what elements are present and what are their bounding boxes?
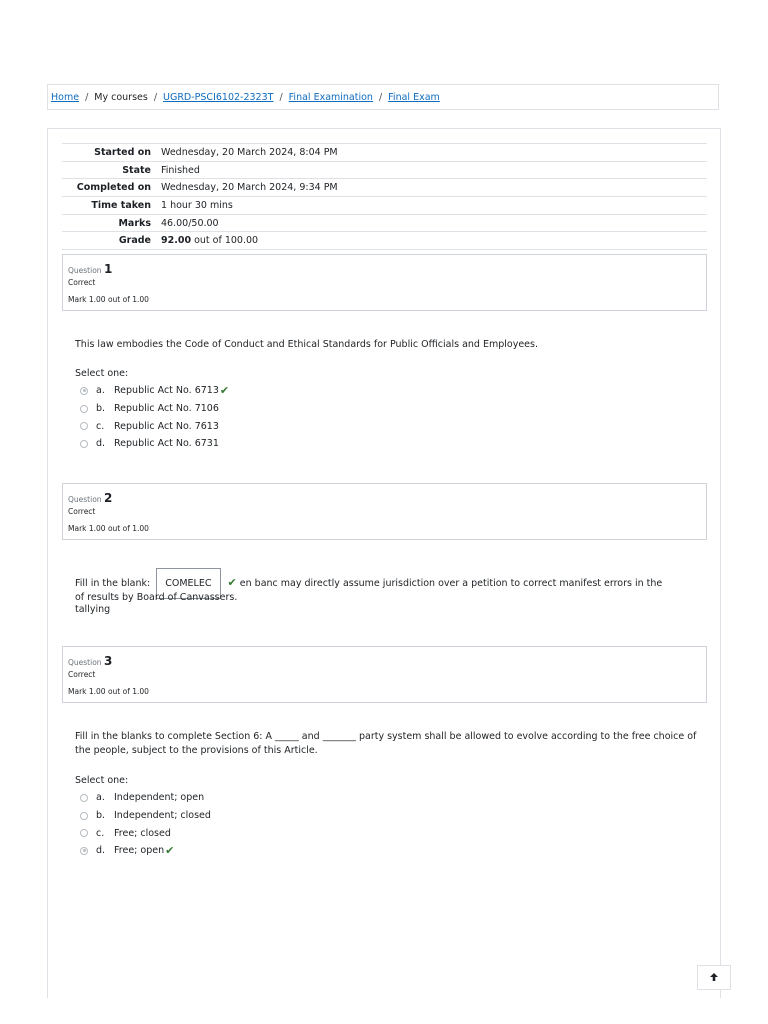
question-num: 3 <box>103 654 113 668</box>
question-info-1 <box>62 254 707 311</box>
question-text: This law embodies the Code of Conduct and Ethical Standards for Public Officials and Employees. <box>75 339 538 350</box>
answer-option <box>80 400 229 418</box>
answer-option <box>80 807 211 825</box>
breadcrumb-separator: / <box>153 91 158 103</box>
back-to-top-button[interactable] <box>697 965 731 990</box>
summary-row <box>62 178 707 196</box>
radio-button-checked[interactable] <box>80 387 88 395</box>
question-state: Correct <box>68 507 96 516</box>
answer-letter: c. <box>96 827 105 839</box>
summary-row-grade <box>62 231 707 250</box>
answer-list <box>80 789 211 860</box>
summary-label: State <box>122 164 151 176</box>
question-number <box>68 654 112 668</box>
answer-option <box>80 842 211 860</box>
summary-value: Wednesday, 20 March 2024, 9:34 PM <box>161 182 338 194</box>
answer-label: Republic Act No. 6731 <box>114 438 219 450</box>
answer-letter: a. <box>96 792 105 804</box>
grade-value: 92.00 <box>161 235 192 247</box>
question-number <box>68 262 112 276</box>
question-prefix: Question <box>68 266 102 275</box>
select-one-prompt: Select one: <box>75 368 129 379</box>
summary-label: Completed on <box>76 182 151 194</box>
attempt-summary-table <box>62 143 707 250</box>
breadcrumb-separator: / <box>85 91 89 103</box>
answer-label: Republic Act No. 7106 <box>114 403 219 415</box>
question-info-2 <box>62 483 707 540</box>
answer-list <box>80 382 229 453</box>
breadcrumb-home-link[interactable]: Home <box>51 91 80 103</box>
question-prefix: Question <box>68 495 102 504</box>
check-icon: ✔ <box>227 576 237 589</box>
answer-letter: d. <box>96 845 106 857</box>
radio-button[interactable] <box>80 405 88 413</box>
answer-label: Free; closed <box>114 827 171 839</box>
summary-row <box>62 143 707 161</box>
question-text-line2: of results by Board of Canvassers. <box>75 592 238 603</box>
question-prefix: Question <box>68 658 102 667</box>
answer-label: Free; open <box>114 845 165 857</box>
question-mark: Mark 1.00 out of 1.00 <box>68 524 149 533</box>
radio-button[interactable] <box>80 812 88 820</box>
summary-row <box>62 196 707 214</box>
breadcrumb-section-link[interactable]: Final Examination <box>288 91 373 103</box>
radio-button[interactable] <box>80 794 88 802</box>
radio-button[interactable] <box>80 829 88 837</box>
summary-value: 46.00/50.00 <box>161 217 219 229</box>
radio-button-checked[interactable] <box>80 847 88 855</box>
answer-label: Independent; open <box>114 792 205 804</box>
summary-label: Grade <box>118 235 151 247</box>
question-text: Fill in the blanks to complete Section 6: A _____ and _______ party system shall be allowed to evolve according to the free choice of the people, subject to the provisions of this Article. <box>75 731 697 756</box>
question-state: Correct <box>68 278 96 287</box>
answer-letter: d. <box>96 438 106 450</box>
answer-option <box>80 417 229 435</box>
question-num: 1 <box>103 262 113 276</box>
question-mark: Mark 1.00 out of 1.00 <box>68 295 149 304</box>
grade-suffix: out of 100.00 <box>191 235 259 247</box>
summary-value: Wednesday, 20 March 2024, 8:04 PM <box>161 146 338 158</box>
question-num: 2 <box>103 491 113 505</box>
arrow-up-icon <box>709 971 719 985</box>
answer-option <box>80 382 229 400</box>
answer-letter: b. <box>96 810 106 822</box>
summary-row <box>62 161 707 179</box>
breadcrumb-quiz-link[interactable]: Final Exam <box>388 91 440 103</box>
breadcrumb-separator: / <box>378 91 383 103</box>
answer-letter: b. <box>96 403 106 415</box>
question-text-after: en banc may directly assume jurisdiction over a petition to correct manifest errors in the tallying <box>75 578 663 615</box>
answer-label: Republic Act No. 7613 <box>114 420 219 432</box>
summary-value: 1 hour 30 mins <box>161 199 233 211</box>
summary-label: Marks <box>118 217 151 229</box>
radio-button[interactable] <box>80 422 88 430</box>
answer-option <box>80 789 211 807</box>
question-state: Correct <box>68 670 96 679</box>
radio-button[interactable] <box>80 440 88 448</box>
question-info-3 <box>62 646 707 703</box>
breadcrumb-my-courses: My courses <box>94 91 148 103</box>
answer-label: Independent; closed <box>114 810 211 822</box>
breadcrumb <box>47 84 719 110</box>
answer-option <box>80 435 229 453</box>
breadcrumb-course-link[interactable]: UGRD-PSCI6102-2323T <box>163 91 274 103</box>
question-text-before: Fill in the blank: <box>75 578 151 589</box>
breadcrumb-separator: / <box>279 91 283 103</box>
answer-letter: c. <box>96 420 105 432</box>
check-icon: ✔ <box>165 844 175 858</box>
answer-option <box>80 824 211 842</box>
summary-value: Finished <box>161 164 200 176</box>
summary-value <box>161 235 707 246</box>
question-number <box>68 491 112 505</box>
summary-label: Started on <box>94 146 151 158</box>
summary-row <box>62 214 707 232</box>
question-mark: Mark 1.00 out of 1.00 <box>68 687 149 696</box>
answer-label: Republic Act No. 6713 <box>114 385 219 397</box>
check-icon: ✔ <box>219 384 230 398</box>
select-one-prompt: Select one: <box>75 775 129 786</box>
summary-label: Time taken <box>91 199 151 211</box>
answer-input-field[interactable]: COMELEC <box>156 568 220 599</box>
answer-letter: a. <box>96 385 105 397</box>
